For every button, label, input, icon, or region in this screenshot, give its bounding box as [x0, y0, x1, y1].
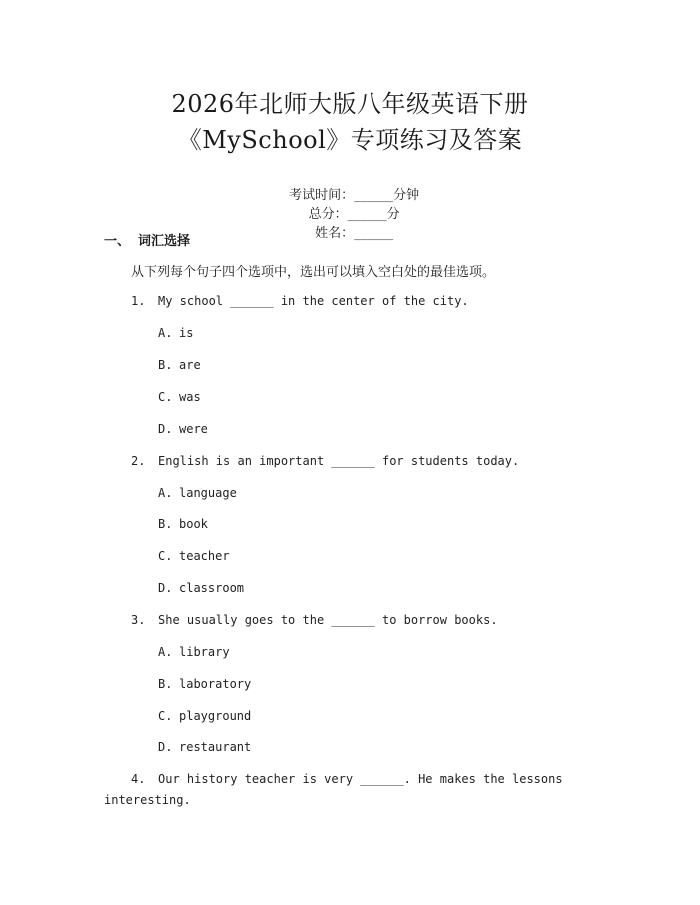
- option: [158, 645, 230, 659]
- question-text: English is an important ______ for students today.: [158, 454, 520, 468]
- option: [158, 486, 237, 500]
- section-title: 词汇选择: [138, 234, 191, 249]
- option: [158, 581, 244, 595]
- option-label: A.: [158, 486, 173, 500]
- option-text: teacher: [179, 549, 230, 563]
- option-text: library: [179, 645, 230, 659]
- option-label: A.: [158, 645, 173, 659]
- question-number: 2.: [131, 454, 146, 468]
- option-label: D.: [158, 581, 173, 595]
- option: [158, 677, 251, 691]
- option-text: laboratory: [179, 677, 252, 691]
- option-label: D.: [158, 740, 173, 754]
- option: [158, 740, 251, 754]
- option-label: A.: [158, 326, 173, 340]
- option: [158, 709, 251, 723]
- option-text: restaurant: [179, 740, 252, 754]
- option-label: B.: [158, 358, 173, 372]
- option: [158, 517, 208, 531]
- option: [158, 326, 193, 340]
- question: [131, 454, 519, 468]
- question-text-continuation: interesting.: [104, 793, 191, 807]
- option-text: book: [179, 517, 208, 531]
- option-label: B.: [158, 677, 173, 691]
- question: [131, 613, 498, 627]
- option-label: C.: [158, 709, 173, 723]
- question-text: My school ______ in the center of the city.: [158, 294, 469, 308]
- option-label: C.: [158, 549, 173, 563]
- question-text: Our history teacher is very ______. He makes the lessons: [158, 772, 563, 786]
- section-number: 一、: [104, 234, 131, 249]
- option-text: language: [179, 486, 237, 500]
- option: [158, 358, 201, 372]
- question: [131, 772, 563, 786]
- document-title-line1: 2026年北师大版八年级英语下册: [171, 90, 529, 118]
- option-text: were: [179, 422, 208, 436]
- section-instruction: 从下列每个句子四个选项中，选出可以填入空白处的最佳选项。: [131, 265, 496, 280]
- option-label: D.: [158, 422, 173, 436]
- document-title-line2: 《MySchool》专项练习及答案: [177, 126, 523, 154]
- section-heading: [104, 230, 190, 249]
- question-number: 1.: [131, 294, 146, 308]
- option-label: B.: [158, 517, 173, 531]
- option: [158, 390, 201, 404]
- option-text: is: [179, 326, 194, 340]
- option-text: playground: [179, 709, 252, 723]
- option-text: was: [179, 390, 201, 404]
- option-text: are: [179, 358, 201, 372]
- option-text: classroom: [179, 581, 245, 595]
- option: [158, 549, 230, 563]
- option-label: C.: [158, 390, 173, 404]
- student-name-field: 姓名：______: [315, 226, 394, 241]
- question-text: She usually goes to the ______ to borrow books.: [158, 613, 498, 627]
- question: [131, 294, 469, 308]
- question-number: 4.: [131, 772, 146, 786]
- exam-time-field: 考试时间：______分钟: [289, 188, 420, 203]
- option: [158, 422, 208, 436]
- question-number: 3.: [131, 613, 146, 627]
- total-score-field: 总分：______分: [308, 207, 400, 222]
